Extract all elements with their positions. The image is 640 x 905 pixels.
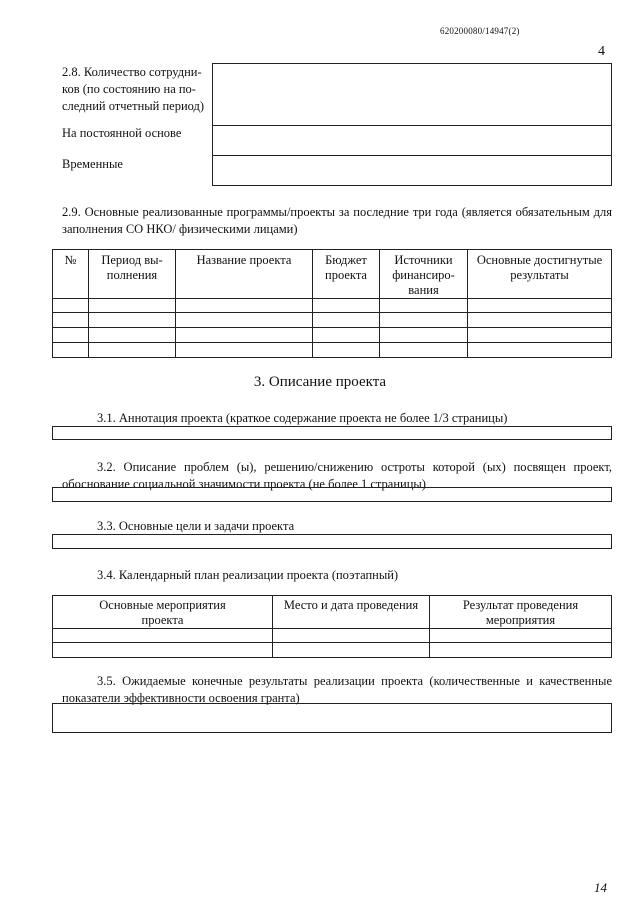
page-number: 4 [598, 44, 605, 59]
table-cell[interactable] [430, 643, 612, 658]
col-text: Источники [394, 253, 453, 267]
table-cell[interactable] [273, 643, 430, 658]
col-text: полнения [106, 268, 158, 282]
col-text: Место и дата проведения [283, 598, 419, 612]
col-text: Бюджет [325, 253, 367, 267]
table-row [53, 299, 612, 313]
table-cell[interactable] [53, 343, 89, 358]
col-results [468, 250, 612, 299]
table-cell[interactable] [176, 343, 313, 358]
table-cell[interactable] [89, 328, 176, 343]
s34-calendar-table [52, 595, 612, 658]
table-cell[interactable] [313, 313, 380, 328]
table-row [53, 629, 612, 643]
col-activities [53, 596, 273, 629]
table-cell[interactable] [89, 343, 176, 358]
table-cell[interactable] [380, 313, 468, 328]
table-cell[interactable] [468, 343, 612, 358]
col-number [53, 250, 89, 299]
table-cell[interactable] [176, 328, 313, 343]
table-cell[interactable] [380, 328, 468, 343]
col-project-name [176, 250, 313, 299]
col-funding-sources [380, 250, 468, 299]
s35-label: 3.5. Ожидаемые конечные результаты реализации проекта (количественные и качественные показатели эффективности освоения гранта) [62, 674, 612, 705]
col-text: финансиро- [392, 268, 455, 282]
table-header-row [53, 250, 612, 299]
col-text: вания [408, 283, 439, 297]
s28-divider [212, 155, 612, 156]
s32-problem-field[interactable] [52, 487, 612, 502]
s28-divider [212, 125, 612, 126]
table-cell[interactable] [313, 343, 380, 358]
document-id: 620200080/14947(2) [440, 26, 520, 36]
table-cell[interactable] [273, 629, 430, 643]
s28-label-line: 2.8. Количество сотрудни- [62, 65, 202, 79]
s34-label: 3.4. Календарный план реализации проекта (поэтапный) [97, 568, 399, 582]
s28-label-line: следний отчетный период) [62, 99, 205, 113]
col-text: результаты [510, 268, 569, 282]
section-3-title: 3. Описание проекта [253, 374, 387, 390]
table-row [53, 313, 612, 328]
s31-annotation-field[interactable] [52, 426, 612, 440]
table-cell[interactable] [53, 299, 89, 313]
table-cell[interactable] [313, 328, 380, 343]
table-row [53, 643, 612, 658]
table-cell[interactable] [53, 328, 89, 343]
s33-goals-field[interactable] [52, 534, 612, 549]
table-cell[interactable] [313, 299, 380, 313]
table-cell[interactable] [380, 343, 468, 358]
table-cell[interactable] [430, 629, 612, 643]
s29-title: 2.9. Основные реализованные программы/проекты за последние три года (является обязательным для заполнения СО НКО/ физическими лицами) [62, 205, 612, 236]
table-header-row [53, 596, 612, 629]
col-place-date [273, 596, 430, 629]
col-activity-result [430, 596, 612, 629]
col-period [89, 250, 176, 299]
table-cell[interactable] [468, 299, 612, 313]
col-text: Название проекта [196, 253, 292, 267]
s35-results-field[interactable] [52, 703, 612, 733]
col-budget [313, 250, 380, 299]
s31-label: 3.1. Аннотация проекта (краткое содержание проекта не более 1/3 страницы) [97, 411, 508, 425]
s33-label: 3.3. Основные цели и задачи проекта [97, 519, 295, 533]
s29-projects-table [52, 249, 612, 358]
s28-label-line: ков (по состоянию на по- [62, 82, 196, 96]
table-cell[interactable] [176, 313, 313, 328]
table-row [53, 343, 612, 358]
col-text: Основные мероприятия [99, 598, 226, 612]
table-cell[interactable] [468, 328, 612, 343]
table-cell[interactable] [53, 313, 89, 328]
handwritten-signature: 14 [594, 880, 607, 895]
col-text: Результат проведения [462, 598, 579, 612]
table-cell[interactable] [468, 313, 612, 328]
table-cell[interactable] [176, 299, 313, 313]
table-cell[interactable] [89, 299, 176, 313]
table-row [53, 328, 612, 343]
col-text: проекта [141, 613, 184, 627]
s28-permanent-label: На постоянной основе [62, 126, 182, 140]
col-text: № [64, 253, 77, 267]
col-text: мероприятия [485, 613, 556, 627]
col-text: Период вы- [101, 253, 163, 267]
col-text: Основные достигнутые [476, 253, 603, 267]
s32-label: 3.2. Описание проблем (ы), решению/снижению остроты которой (ых) посвящен проект, обоснование социальной значимости проекта (не более 1 страницы) [62, 460, 612, 491]
table-cell[interactable] [53, 629, 273, 643]
col-text: проекта [325, 268, 367, 282]
table-cell[interactable] [380, 299, 468, 313]
s28-temporary-label: Временные [62, 157, 123, 171]
table-cell[interactable] [89, 313, 176, 328]
s28-label [62, 64, 212, 115]
table-cell[interactable] [53, 643, 273, 658]
